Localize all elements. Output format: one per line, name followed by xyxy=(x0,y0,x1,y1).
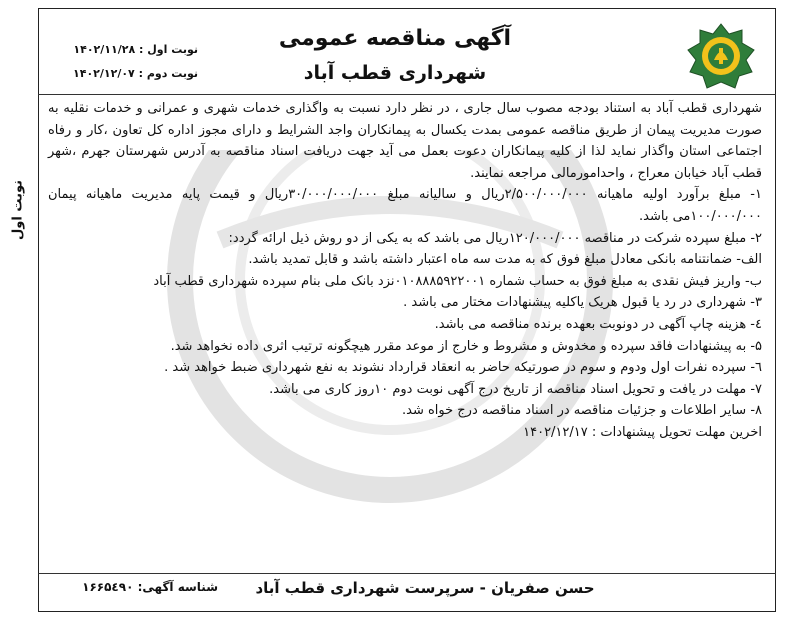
municipality-name: شهرداری قطب آباد xyxy=(303,62,487,84)
notice-body xyxy=(48,98,762,444)
condition-item: ۷- مهلت در یافت و تحویل اسناد مناقصه از تاریخ درج آگهی نوبت دوم ۱۰روز کاری می باشد. xyxy=(269,381,762,397)
condition-item: ۵- به پیشنهادات فاقد سپرده و مخدوش و مشروط و خارج از موعد مقرر هیچگونه ترتیب اثری داده نخواهد شد. xyxy=(170,338,762,354)
intro-paragraph: شهرداری قطب آباد به استناد بودجه مصوب سال جاری ، در نظر دارد نسبت به واگذاری خدمات شهری و عمرانی و خدمات نقلیه به صورت مدیریت پیمان از طریق مناقصه عمومی بمدت یکسال به پیمانکاران واجد الشرایط و دارای مجوز اداره کل تعاون ،کار و رفاه اجتماعی استان واگذار نماید لذا از کلیه پیمانکاران دعوت بعمل می آید جهت دریافت اسناد مناقصه به آدرس شهرستان جهرم ،شهر قطب آباد خیابان معراج ، واحدامورمالی مراجعه نمایند. xyxy=(48,101,762,181)
condition-item: الف- ضمانتنامه بانکی معادل مبلغ فوق که به مدت سه ماه اعتبار داشته باشد و قابل تمدید باشد. xyxy=(248,252,762,268)
publication-dates xyxy=(48,38,198,86)
condition-item: ٤- هزینه چاپ آگهی در دونوبت بعهده برنده مناقصه می باشد. xyxy=(434,316,762,332)
header-divider xyxy=(38,94,776,95)
condition-item: ٦- سپرده نفرات اول ودوم و سوم در صورتیکه حاضر به انعقاد قرارداد نشوند به نفع شهرداری ضبط خواهد شد . xyxy=(164,360,762,376)
condition-item: ۳- شهرداری در رد یا قبول هریک یاکلیه پیشنهادات مختار می باشد . xyxy=(403,295,762,311)
footer-divider xyxy=(38,573,776,574)
signatory: حسن صفریان - سرپرست شهرداری قطب آباد xyxy=(255,579,595,597)
round-side-label xyxy=(6,150,30,270)
condition-item: ۸- سایر اطلاعات و جزئیات مناقصه در اسناد مناقصه درج خواه شد. xyxy=(401,403,762,419)
ad-identifier: شناسه آگهی: ۱۶۶۵٤۹۰ xyxy=(82,580,218,594)
notice-title: آگهی مناقصه عمومی xyxy=(278,26,512,51)
condition-item: ۲- مبلغ سپرده شرکت در مناقصه ۱۲۰/۰۰۰/۰۰۰ریال می باشد که به یکی از دو روش ذیل ارائه گردد: xyxy=(228,230,762,246)
condition-item: ب- واریز فیش نقدی به مبلغ فوق به حساب شماره ۰۱۰۸۸۸۵۹۲۲۰۰۱نزد بانک ملی بنام سپرده شهرداری قطب آباد xyxy=(153,273,762,289)
condition-item: ۱- مبلغ برآورد اولیه ماهیانه ۲/۵۰۰/۰۰۰/۰۰۰ریال و سالیانه مبلغ ۳۰/۰۰۰/۰۰۰/۰۰۰ریال و قیمت پایه مدیریت ماهیانه پیمان ۱۰۰/۰۰۰/۰۰۰می باشد. xyxy=(48,187,762,224)
deadline-line: اخرین مهلت تحویل پیشنهادات : ۱۴۰۲/۱۲/۱۷ xyxy=(523,424,762,440)
side-label-text: نوبت اول xyxy=(10,179,26,241)
first-round-date: نوبت اول : ۱۴۰۲/۱۱/۲۸ xyxy=(73,43,198,56)
second-round-date: نوبت دوم : ۱۴۰۲/۱۲/۰۷ xyxy=(73,67,198,80)
municipality-logo-icon xyxy=(686,22,756,90)
